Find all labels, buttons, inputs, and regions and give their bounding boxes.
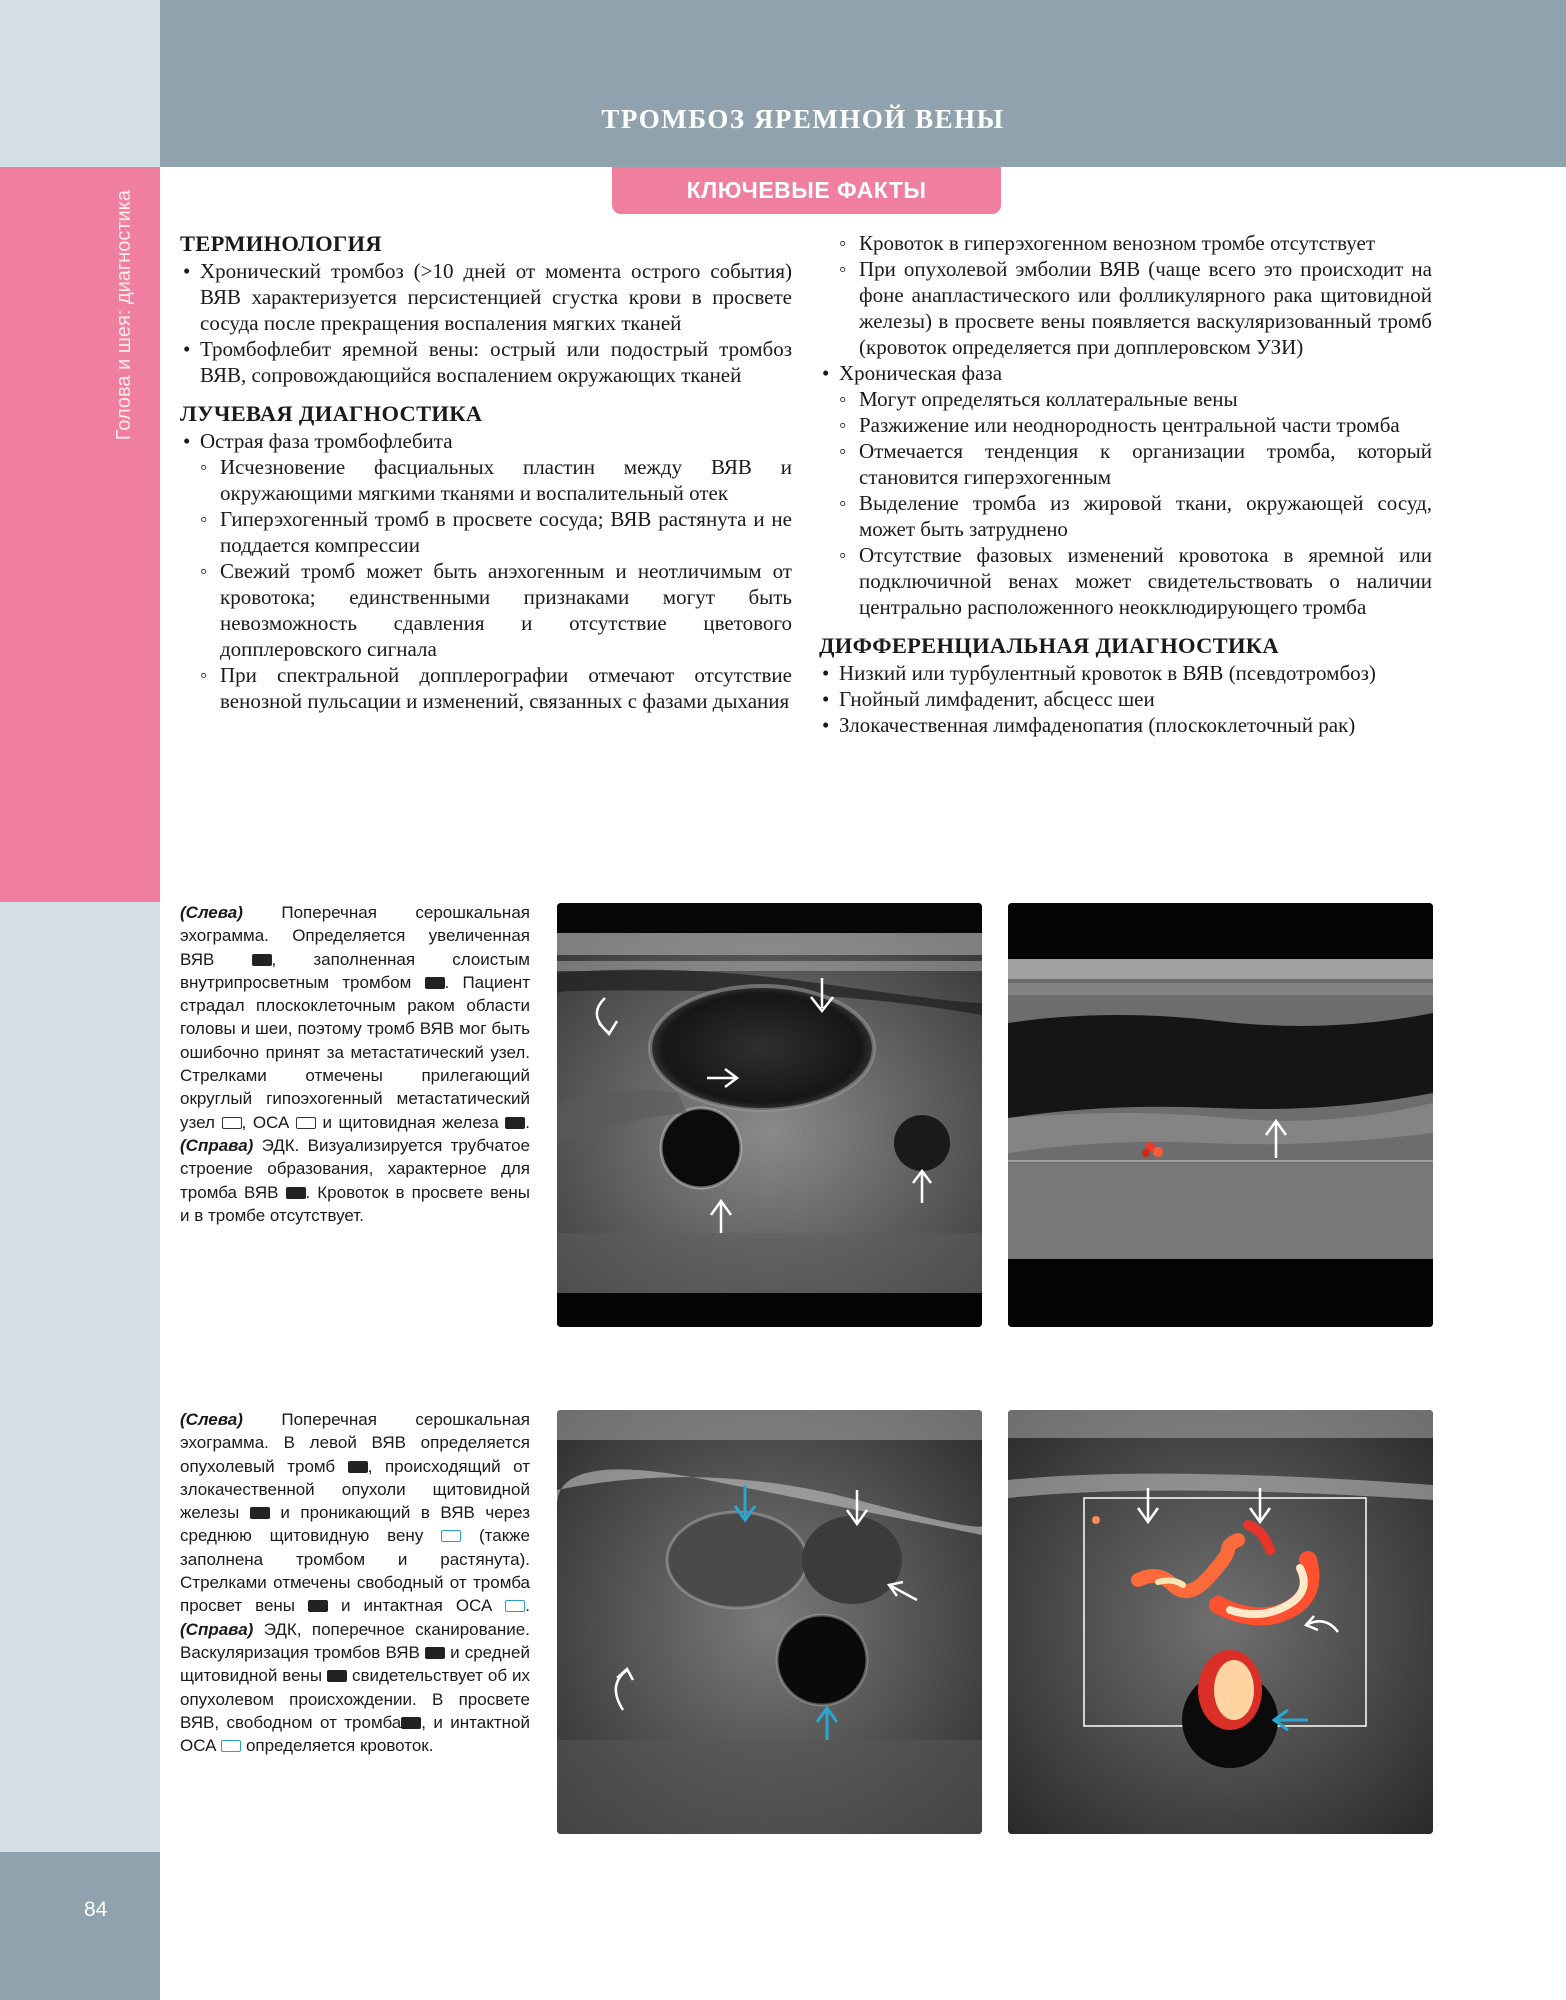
caption-text: . Пациент страдал плоскоклеточным раком области головы и шеи, поэтому тромб ВЯВ мог быть ошибочно принят за метастатический узел. Стрелками отмечены прилегающий округлый гипоэхогенный метастатический узел <box>180 972 530 1132</box>
terminology-heading: ТЕРМИНОЛОГИЯ <box>180 231 382 256</box>
differential-heading: ДИФФЕРЕНЦИАЛЬНАЯ ДИАГНОСТИКА <box>819 633 1279 658</box>
caption-text: Поперечная серошкальная эхограмма. Определяется увеличенная ВЯВ <box>180 903 530 969</box>
list-item: ◦ Разжижение или неоднородность центральной части тромба <box>819 412 1432 438</box>
caption-text: и проникающий в ВЯВ через среднюю щитовидную вену <box>180 1503 530 1546</box>
chronic-phase-list <box>819 386 1432 620</box>
caption-text: . Кровоток в просвете вены и в тромбе отсутствует. <box>180 1182 530 1225</box>
white-open-arrow-marker-icon <box>296 1117 316 1129</box>
black-arrow-marker-icon <box>252 954 272 966</box>
list-item: • Гнойный лимфаденит, абсцесс шеи <box>819 686 1432 712</box>
list-item: • Злокачественная лимфаденопатия (плоскоклеточный рак) <box>819 712 1432 738</box>
caption-text: свидетельствует об их опухолевом происхождении. В просвете ВЯВ, свободном от тромба <box>180 1666 530 1732</box>
black-arrow-marker-icon <box>425 1647 445 1659</box>
list-item <box>180 428 792 714</box>
black-curved-arrow-marker-icon <box>505 1117 525 1129</box>
caption-text: , заполненная слоистым внутрипросветным тромбом <box>180 949 530 992</box>
black-arrow-marker-icon <box>327 1670 347 1682</box>
ultrasound-grayscale-transverse-1 <box>557 903 982 1327</box>
ultrasound-doppler-longitudinal <box>1008 903 1433 1327</box>
caption-right-tag: (Справа) <box>180 1619 254 1639</box>
ultrasound-image-4 <box>1008 1410 1433 1834</box>
key-facts-right-column <box>819 230 1432 738</box>
acute-phase-list <box>180 454 792 714</box>
sidebar-middle-block <box>0 902 160 1852</box>
ultrasound-image-3 <box>557 1410 982 1834</box>
black-arrow-marker-icon <box>425 977 445 989</box>
page-number: 84 <box>84 1898 108 1921</box>
page-title: ТРОМБОЗ ЯРЕМНОЙ ВЕНЫ <box>601 104 1005 134</box>
list-item: ◦ Свежий тромб может быть анэхогенным и неотличимым от кровотока; единственными признаками могут быть невозможность сдавления и отсутствие цветового допплеровского сигнала <box>180 558 792 662</box>
imaging-heading: ЛУЧЕВАЯ ДИАГНОСТИКА <box>180 401 483 426</box>
caption-text: , ОСА <box>241 1112 290 1132</box>
caption-text: ЭДК. Визуализируется трубчатое строение образования, характерное для тромба ВЯВ <box>180 1135 530 1202</box>
caption-left-tag: (Слева) <box>180 1410 243 1429</box>
sidebar-section-tab <box>0 167 160 902</box>
caption-left-tag: (Слева) <box>180 903 243 922</box>
black-curved-arrow-marker-icon <box>250 1507 270 1519</box>
caption-text: Поперечная серошкальная эхограмма. В левой ВЯВ определяется опухолевый тромб <box>180 1410 530 1476</box>
ultrasound-image-2 <box>1008 903 1433 1327</box>
key-facts-left-column <box>180 230 792 714</box>
differential-list <box>819 660 1432 738</box>
list-item: ◦ Кровоток в гиперэхогенном венозном тромбе отсутствует <box>819 230 1432 256</box>
chronic-phase-label: Хроническая фаза <box>839 361 1003 385</box>
black-arrow-marker-icon <box>308 1600 328 1612</box>
caption-text: , и интактной ОСА <box>180 1712 530 1756</box>
list-item: • Хронический тромбоз (>10 дней от момента острого события) ВЯВ характеризуется персистенцией сгустка крови в просвете сосуда после прекращения воспаления мягких тканей <box>180 258 792 336</box>
cyan-open-arrow-marker-icon <box>221 1740 241 1752</box>
caption-text: , происходящий от злокачественной опухоли щитовидной железы <box>180 1456 530 1523</box>
caption-text: и интактная ОСА <box>340 1596 493 1616</box>
chronic-phase-block <box>819 360 1432 620</box>
list-item: ◦ Отмечается тенденция к организации тромба, который становится гиперэхогенным <box>819 438 1432 490</box>
figure-2-caption: (Слева) Поперечная серошкальная эхограмма. В левой ВЯВ определяется опухолевый тромб , происходящий от злокачественной опухоли щитовидной железы и проникающий в ВЯВ через среднюю щитовидную вену (также заполнена тромбом и растянута). Стрелками отмечены свободный от тромба просвет вены и интактная ОСА . (Справа) ЭДК, поперечное сканирование. Васкуляризация тромбов ВЯВ и средней щитовидной вены свидетельствует об их опухолевом происхождении. В просвете ВЯВ, свободном от тромба , и интактной ОСА определяется кровоток. <box>180 1410 531 1756</box>
list-item: ◦ При опухолевой эмболии ВЯВ (чаще всего это происходит на фоне анапластического или фолликулярного рака щитовидной железы) в просвете вены появляется васкуляризованный тромб (кровоток определяется при допплеровском УЗИ) <box>819 256 1432 360</box>
ultrasound-grayscale-transverse-2 <box>557 1410 982 1834</box>
acute-phase-list-continued <box>819 230 1432 360</box>
list-item: ◦ Гиперэхогенный тромб в просвете сосуда; ВЯВ растянута и не поддается компрессии <box>180 506 792 558</box>
list-item: ◦ Отсутствие фазовых изменений кровотока в яремной или подключичной венах может свидетельствовать о наличии центрально расположенного неокклюдирующего тромба <box>819 542 1432 620</box>
key-facts-badge: КЛЮЧЕВЫЕ ФАКТЫ <box>612 167 1001 214</box>
list-item <box>819 360 1432 620</box>
list-item: ◦ Исчезновение фасциальных пластин между ВЯВ и окружающими мягкими тканями и воспалительный отек <box>180 454 792 506</box>
list-item: • Низкий или турбулентный кровоток в ВЯВ (псевдотромбоз) <box>819 660 1432 686</box>
black-arrow-marker-icon <box>401 1717 421 1729</box>
cyan-arrow-marker-icon <box>441 1530 461 1542</box>
sidebar-top-block <box>0 0 160 167</box>
white-arrow-marker-icon <box>222 1117 242 1129</box>
list-item: ◦ При спектральной допплерографии отмечают отсутствие венозной пульсации и изменений, связанных с фазами дыхания <box>180 662 792 714</box>
list-item: ◦ Выделение тромба из жировой ткани, окружающей сосуд, может быть затруднено <box>819 490 1432 542</box>
caption-text: (также заполнена тромбом и растянута). Стрелками отмечены свободный от тромба просвет вены <box>180 1526 530 1616</box>
imaging-list <box>180 428 792 714</box>
sidebar-footer-block <box>0 1852 160 2000</box>
caption-text: и средней щитовидной вены <box>180 1642 530 1686</box>
caption-text: ЭДК, поперечное сканирование. Васкуляризация тромбов ВЯВ <box>180 1619 530 1662</box>
header-band <box>160 0 1566 167</box>
sidebar-section-label: Голова и шея: диагностика <box>113 190 135 441</box>
acute-phase-label: Острая фаза тромбофлебита <box>200 429 453 453</box>
black-arrow-marker-icon <box>286 1187 306 1199</box>
cyan-open-arrow-marker-icon <box>505 1600 525 1612</box>
black-arrow-marker-icon <box>348 1461 368 1473</box>
ultrasound-doppler-transverse <box>1008 1410 1433 1834</box>
caption-text: и щитовидная железа <box>322 1112 499 1132</box>
caption-right-tag: (Справа) <box>180 1135 254 1155</box>
list-item: • Тромбофлебит яремной вены: острый или подострый тромбоз ВЯВ, сопровождающийся воспалением окружающих тканей <box>180 336 792 388</box>
caption-text: определяется кровоток. <box>245 1736 434 1756</box>
figure-1-caption: (Слева) Поперечная серошкальная эхограмма. Определяется увеличенная ВЯВ , заполненная слоистым внутрипросветным тромбом . Пациент страдал плоскоклеточным раком области головы и шеи, поэтому тромб ВЯВ мог быть ошибочно принят за метастатический узел. Стрелками отмечены прилегающий округлый гипоэхогенный метастатический узел , ОСА и щитовидная железа . (Справа) ЭДК. Визуализируется трубчатое строение образования, характерное для тромба ВЯВ . Кровоток в просвете вены и в тромбе отсутствует. <box>180 903 531 1225</box>
list-item: ◦ Могут определяться коллатеральные вены <box>819 386 1432 412</box>
ultrasound-image-1 <box>557 903 982 1327</box>
terminology-list <box>180 258 792 388</box>
